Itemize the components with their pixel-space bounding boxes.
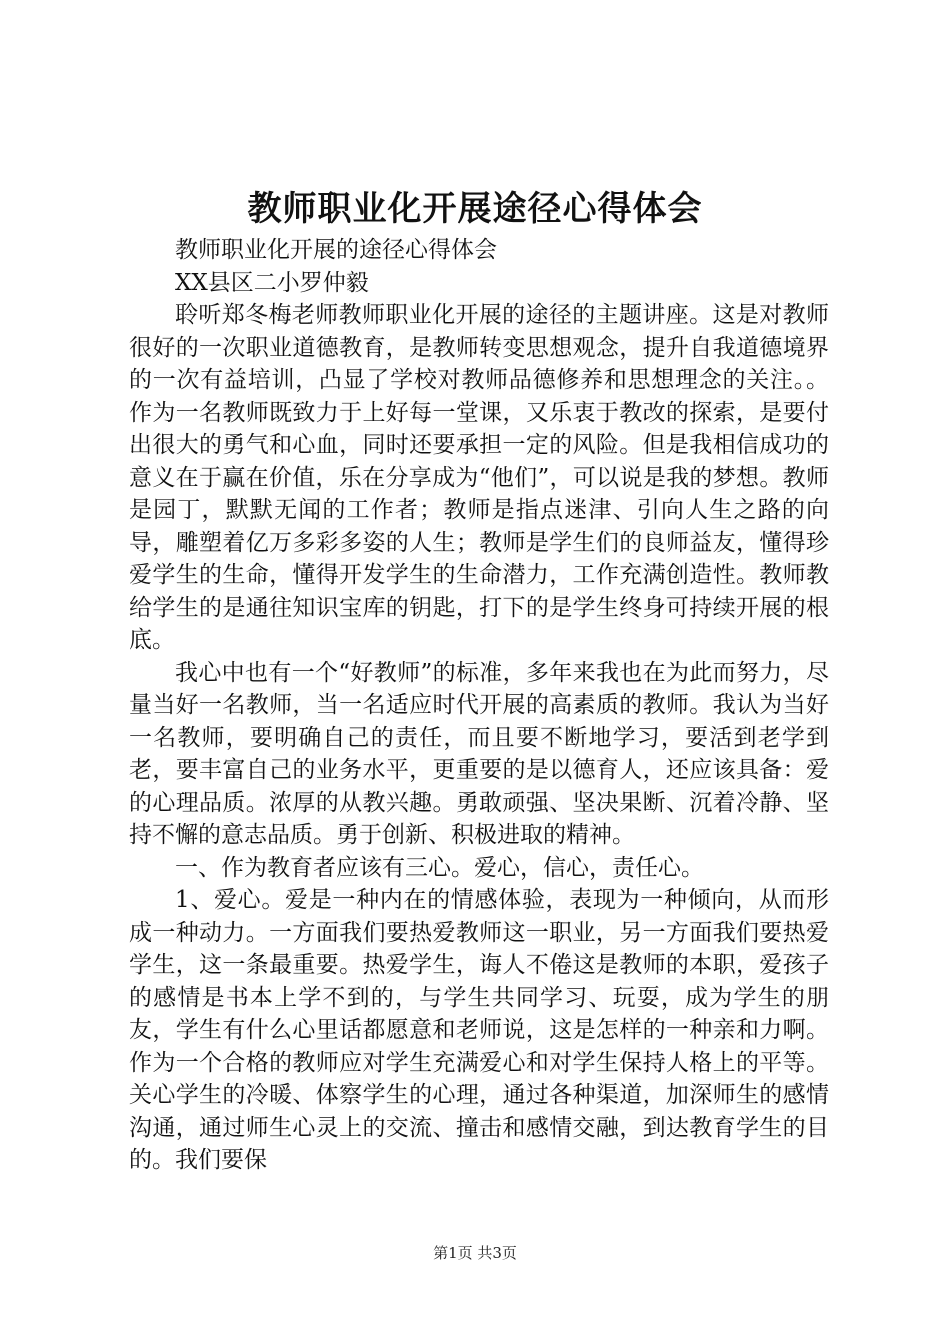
document-body <box>129 234 829 1177</box>
subtitle-paragraph: 教师职业化开展的途径心得体会 <box>175 237 497 263</box>
body-paragraph: 聆听郑冬梅老师教师职业化开展的途径的主题讲座。这是对教师很好的一次职业道德教育，是教师转变思想观念，提升自我道德境界的一次有益培训，凸显了学校对教师品德修养和思想理念的关注。。作为一名教师既致力于上好每一堂课，又乐衷于教改的探索，是要付出很大的勇气和心血，同时还要承担一定的风险。但是我相信成功的意义在于赢在价值，乐在分享成为“他们”，可以说是我的梦想。教师是园丁，默默无闻的工作者；教师是指点迷津、引向人生之路的向导，雕塑着亿万多彩多姿的人生；教师是学生们的良师益友，懂得珍爱学生的生命，懂得开发学生的生命潜力，工作充满创造性。教师教给学生的是通往知识宝库的钥匙，打下的是学生终身可持续开展的根底。 <box>129 302 829 653</box>
body-paragraph: 我心中也有一个“好教师”的标准，多年来我也在为此而努力，尽量当好一名教师，当一名适应时代开展的高素质的教师。我认为当好一名教师，要明确自己的责任，而且要不断地学习，要活到老学到老，要丰富自己的业务水平，更重要的是以德育人，还应该具备：爱的心理品质。浓厚的从教兴趣。勇敢顽强、坚决果断、沉着冷静、坚持不懈的意志品质。勇于创新、积极进取的精神。 <box>129 659 829 848</box>
section-heading-paragraph: 一、作为教育者应该有三心。爱心，信心，责任心。 <box>175 854 704 881</box>
body-paragraph: 1、爱心。爱是一种内在的情感体验，表现为一种倾向，从而形成一种动力。一方面我们要热爱教师这一职业，另一方面我们要热爱学生，这一条最重要。热爱学生，诲人不倦这是教师的本职，爱孩子的感情是书本上学不到的，与学生共同学习、玩耍，成为学生的朋友，学生有什么心里话都愿意和老师说，这是怎样的一种亲和力啊。作为一个合格的教师应对学生充满爱心和对学生保持人格上的平等。关心学生的冷暖、体察学生的心理，通过各种渠道，加深师生的感情沟通，通过师生心灵上的交流、撞击和感情交融，到达教育学生的目的。我们要保 <box>129 887 829 1173</box>
document-title: 教师职业化开展途径心得体会 <box>247 189 703 229</box>
page-footer: 第1页 共3页 <box>433 1244 517 1262</box>
author-paragraph: XX县区二小罗仲毅 <box>175 269 369 296</box>
